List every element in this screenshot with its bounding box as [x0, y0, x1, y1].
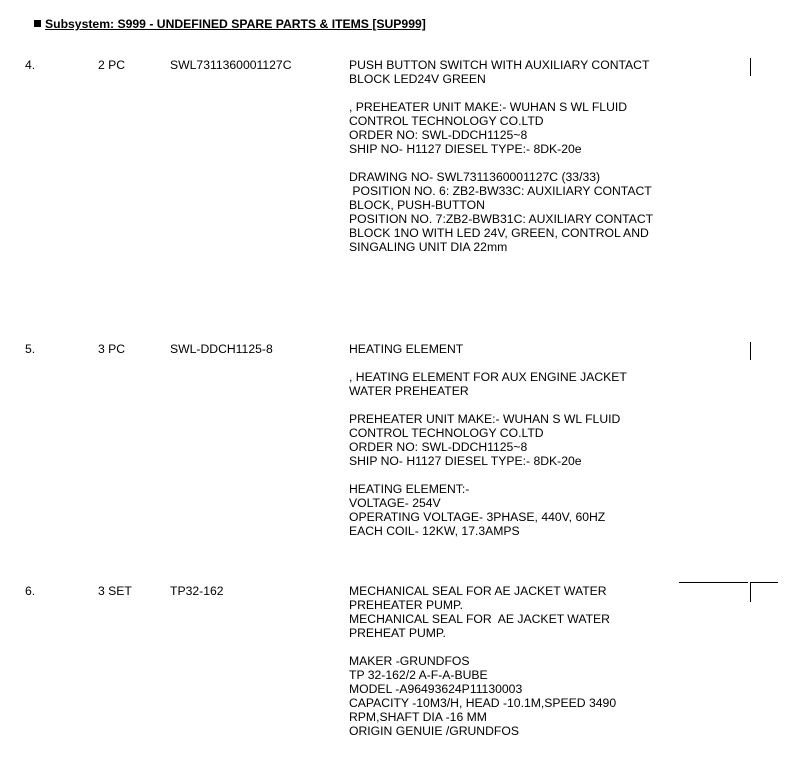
subsystem-title: Subsystem: S999 - UNDEFINED SPARE PARTS & ITEMS [SUP999]	[45, 17, 426, 31]
desc-line: MODEL -A96493624P11130003	[349, 682, 523, 696]
subsystem-header	[34, 17, 426, 31]
item-code: SWL7311360001127C	[170, 58, 292, 72]
desc-line: WATER PREHEATER	[349, 384, 469, 398]
desc-line: PUSH BUTTON SWITCH WITH AUXILIARY CONTACT	[349, 58, 650, 72]
desc-line: BLOCK LED24V GREEN	[349, 72, 486, 86]
desc-line: , PREHEATER UNIT MAKE:- WUHAN S WL FLUID	[349, 100, 628, 114]
desc-line: RPM,SHAFT DIA -16 MM	[349, 710, 487, 724]
desc-line: VOLTAGE- 254V	[349, 496, 441, 510]
desc-line: POSITION NO. 7:ZB2-BWB31C: AUXILIARY CONTACT	[349, 212, 654, 226]
desc-line: SHIP NO- H1127 DIESEL TYPE:- 8DK-20e	[349, 454, 582, 468]
desc-line: PREHEATER UNIT MAKE:- WUHAN S WL FLUID	[349, 412, 621, 426]
desc-line: EACH COIL- 12KW, 17.3AMPS	[349, 524, 520, 538]
desc-line: BLOCK, PUSH-BUTTON	[349, 198, 485, 212]
item-description	[349, 58, 679, 268]
item-code: SWL-DDCH1125-8	[170, 342, 273, 356]
item-quantity: 3 SET	[98, 584, 132, 598]
margin-marker	[750, 58, 751, 76]
desc-line: CAPACITY -10M3/H, HEAD -10.1M,SPEED 3490	[349, 696, 617, 710]
desc-line: ORDER NO: SWL-DDCH1125~8	[349, 440, 528, 454]
desc-line: POSITION NO. 6: ZB2-BW33C: AUXILIARY CONTACT	[349, 184, 652, 198]
item-code: TP32-162	[170, 584, 224, 598]
desc-line: MECHANICAL SEAL FOR AE JACKET WATER	[349, 584, 607, 598]
item-number: 6.	[25, 584, 36, 598]
desc-line: PREHEATER PUMP.	[349, 598, 463, 612]
desc-line: PREHEAT PUMP.	[349, 626, 446, 640]
desc-line: DRAWING NO- SWL7311360001127C (33/33)	[349, 170, 601, 184]
desc-line: ORDER NO: SWL-DDCH1125~8	[349, 128, 528, 142]
desc-line: ORIGIN GENUIE /GRUNDFOS	[349, 724, 519, 738]
margin-marker	[750, 582, 751, 602]
desc-line: OPERATING VOLTAGE- 3PHASE, 440V, 60HZ	[349, 510, 606, 524]
desc-line: MAKER -GRUNDFOS	[349, 654, 470, 668]
desc-line: SINGALING UNIT DIA 22mm	[349, 240, 508, 254]
item-quantity: 3 PC	[98, 342, 126, 356]
item-description	[349, 584, 679, 752]
desc-line: TP 32-162/2 A-F-A-BUBE	[349, 668, 488, 682]
rule-line	[679, 582, 748, 583]
desc-line: CONTROL TECHNOLOGY CO.LTD	[349, 114, 544, 128]
item-number: 4.	[25, 58, 36, 72]
item-number: 5.	[25, 342, 36, 356]
desc-line: CONTROL TECHNOLOGY CO.LTD	[349, 426, 544, 440]
item-description	[349, 342, 679, 552]
item-quantity: 2 PC	[98, 58, 126, 72]
desc-line: SHIP NO- H1127 DIESEL TYPE:- 8DK-20e	[349, 142, 582, 156]
desc-line: HEATING ELEMENT:-	[349, 482, 470, 496]
rule-line	[751, 582, 778, 583]
desc-line: , HEATING ELEMENT FOR AUX ENGINE JACKET	[349, 370, 627, 384]
desc-line: BLOCK 1NO WITH LED 24V, GREEN, CONTROL AND	[349, 226, 649, 240]
bullet-square-icon	[34, 20, 41, 27]
desc-line: MECHANICAL SEAL FOR AE JACKET WATER	[349, 612, 610, 626]
desc-line: HEATING ELEMENT	[349, 342, 464, 356]
margin-marker	[750, 342, 751, 360]
